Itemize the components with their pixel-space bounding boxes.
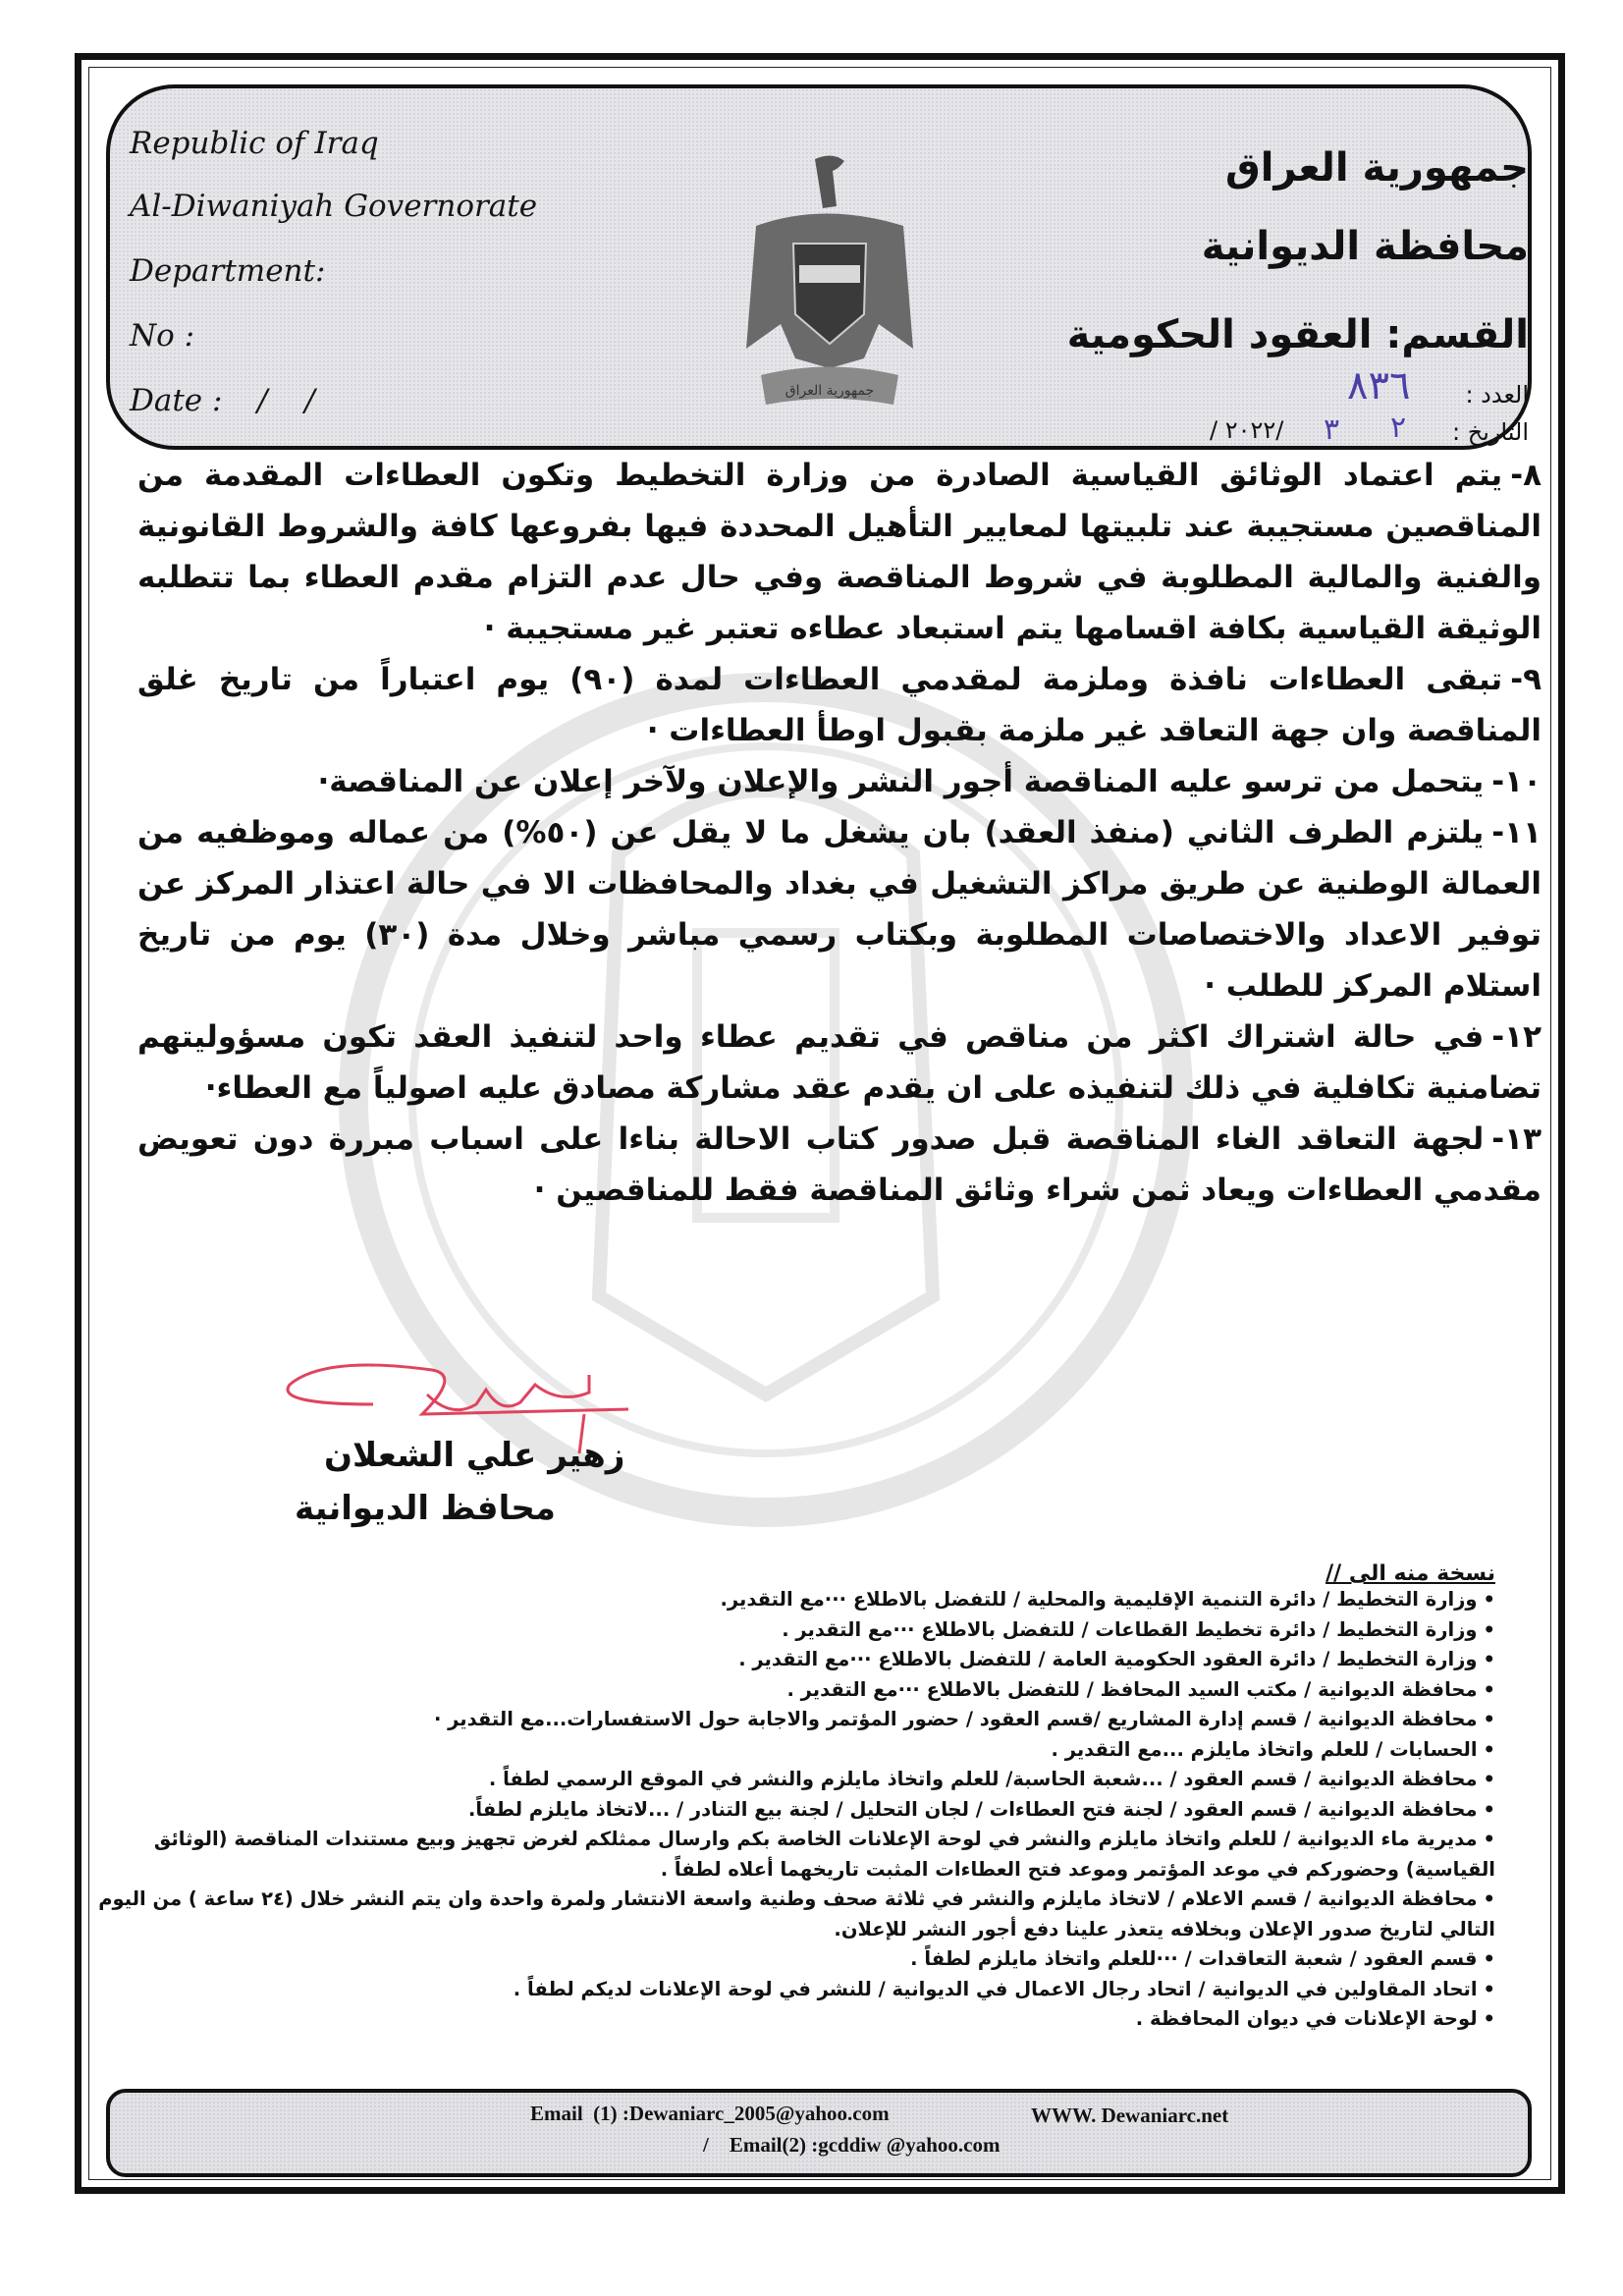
header-governorate-en: Al-Diwaniyah Governorate — [130, 189, 538, 224]
distribution-item-text: وزارة التخطيط / دائرة تخطيط القطاعات / للتفضل بالاطلاع ···مع التقدير . — [782, 1617, 1478, 1641]
distribution-item-text: الحسابات / للعلم واتخاذ مايلزم ...مع التقدير . — [1051, 1737, 1478, 1761]
clause-number: ٩- — [1510, 662, 1542, 697]
clause-number: ١٣- — [1491, 1121, 1542, 1157]
clause-text: يتم اعتماد الوثائق القياسية الصادرة من وزارة التخطيط وتكون العطاءات المقدمة من المناقصين مستجيبة عند تلبيتها لمعايير التأهيل المحددة فيها بفروعها كافة والشروط القانونية والفنية والمالية المطلوبة في شروط المناقصة وفي حال عدم التزام مقدم العطاء بما تتطلبه الوثيقة القياسية بكافة اقسامها يتم استبعاد عطاءه تعتبر غير مستجيبة · — [137, 458, 1542, 646]
distribution-item — [91, 1825, 1495, 1885]
distribution-item — [91, 1944, 1495, 1975]
bullet-icon: • — [1483, 1677, 1495, 1701]
clause-number: ١٢- — [1491, 1019, 1542, 1055]
header-department-ar: القسم: العقود الحكومية — [1066, 312, 1529, 357]
distribution-item-text: محافظة الديوانية / مكتب السيد المحافظ / للتفضل بالاطلاع ···مع التقدير . — [786, 1677, 1478, 1701]
clause-number: ١٠- — [1491, 764, 1542, 799]
clause-number: ٨- — [1510, 458, 1542, 493]
bullet-icon: • — [1483, 1768, 1495, 1790]
bullet-icon: • — [1483, 1977, 1495, 2000]
distribution-list — [91, 1585, 1495, 2035]
distribution-item — [91, 1585, 1495, 1615]
header-no-value-handwritten: ٨٣٦ — [1347, 363, 1411, 409]
header-date-label-ar: التاريخ : — [1451, 418, 1529, 446]
clause-10 — [137, 756, 1542, 807]
header-no-label-ar: العدد : — [1465, 381, 1529, 409]
clause-8 — [137, 450, 1542, 654]
distribution-item — [91, 1645, 1495, 1675]
bullet-icon: • — [1483, 1737, 1495, 1761]
clause-text: يلتزم الطرف الثاني (منفذ العقد) بان يشغل ما لا يقل عن (٥٠%) من عماله وموظفيه من العمالة الوطنية عن طريق مراكز التشغيل في بغداد والمحافظات الا في حالة اعتذار المركز عن توفير الاعداد والاختصاصات المطلوبة وبكتاب رسمي مباشر وخلال مدة (٣٠) يوم من تاريخ استلام المركز للطلب · — [137, 815, 1542, 1004]
emblem-caption: جمهورية العراق — [784, 383, 875, 399]
distribution-item — [91, 1675, 1495, 1706]
distribution-item — [91, 1795, 1495, 1826]
header-no-label-en: No : — [130, 318, 195, 354]
distribution-item-text: وزارة التخطيط / دائرة العقود الحكومية العامة / للتفضل بالاطلاع ···مع التقدير . — [738, 1648, 1478, 1670]
distribution-item-text: محافظة الديوانية / قسم الاعلام / لاتخاذ مايلزم والنشر في ثلاثة صحف وطنية واسعة الانتشار ولمرة واحدة وان يتم النشر خلال (٢٤ ساعة ) من اليوم التالي لتاريخ صدور الإعلان وبخلافه يتعذر علينا دفع أجور النشر للإعلان. — [98, 1887, 1495, 1941]
eagle-emblem-icon — [717, 147, 943, 422]
distribution-item — [91, 1615, 1495, 1646]
clause-text: يتحمل من ترسو عليه المناقصة أجور النشر والإعلان ولآخر إعلان عن المناقصة· — [317, 764, 1485, 799]
distribution-item — [91, 1735, 1495, 1766]
iraq-emblem-logo — [717, 147, 943, 422]
header-date-label-en: Date : — [130, 383, 223, 418]
distribution-item — [91, 1885, 1495, 1944]
bullet-icon: • — [1483, 1947, 1495, 1970]
clause-13 — [137, 1114, 1542, 1216]
clause-text: لجهة التعاقد الغاء المناقصة قبل صدور كتاب الاحالة بناءا على اسباب مبررة دون تعويض مقدمي العطاءات ويعاد ثمن شراء وثائق المناقصة فقط للمناقصين · — [137, 1121, 1542, 1208]
distribution-title: نسخة منه الى // — [1325, 1561, 1495, 1586]
distribution-item-text: اتحاد المقاولين في الديوانية / اتحاد رجال الاعمال في الديوانية / للنشر في لوحة الإعلانات لديكم لطفاً . — [513, 1977, 1478, 2000]
distribution-item-text: محافظة الديوانية / قسم إدارة المشاريع /قسم العقود / حضور المؤتمر والاجابة حول الاستفسارات...مع التقدير · — [433, 1708, 1478, 1730]
clause-9 — [137, 654, 1542, 756]
clause-text: تبقى العطاءات نافذة وملزمة لمقدمي العطاءات لمدة (٩٠) يوم اعتباراً من تاريخ غلق المناقصة وان جهة التعاقد غير ملزمة بقبول اوطأ العطاءات · — [137, 662, 1542, 748]
distribution-item-text: وزارة التخطيط / دائرة التنمية الإقليمية والمحلية / للتفضل بالاطلاع ···مع التقدير. — [720, 1588, 1478, 1611]
header-department-label-en: Department: — [130, 253, 326, 289]
bullet-icon: • — [1483, 1617, 1495, 1641]
distribution-item-text: مديرية ماء الديوانية / للعلم واتخاذ مايلزم والنشر في لوحة الإعلانات الخاصة بكم وارسال ممثلكم لغرض تجهيز وبيع مستندات المناقصة (الوثائق القياسية) وحضوركم في موعد المؤتمر وموعد فتح العطاءات المثبت تاريخهما أعلاه لطفاً . — [153, 1828, 1495, 1881]
bullet-icon: • — [1483, 1588, 1495, 1611]
footer-website[interactable]: WWW. Dewaniarc.net — [1031, 2104, 1229, 2127]
bullet-icon: • — [1483, 1797, 1495, 1821]
header-country-ar: جمهورية العراق — [1224, 145, 1529, 191]
header-date-day-handwritten: ٢ — [1390, 410, 1407, 445]
bullet-icon: • — [1483, 1887, 1495, 1910]
conditions-body — [137, 450, 1542, 1216]
bullet-icon: • — [1483, 1828, 1495, 1850]
clause-number: ١١- — [1491, 815, 1542, 850]
distribution-item-text: قسم العقود / شعبة التعاقدات / ···للعلم واتخاذ مايلزم لطفاً . — [910, 1947, 1478, 1970]
distribution-item — [91, 1705, 1495, 1735]
bullet-icon: • — [1483, 1708, 1495, 1730]
footer-email-1[interactable]: Email (1) :Dewaniarc_2005@yahoo.com — [530, 2102, 890, 2125]
distribution-item-text: محافظة الديوانية / قسم العقود / ...شعبة الحاسبة/ للعلم واتخاذ مايلزم والنشر في الموقع الرسمي لطفاً . — [488, 1768, 1478, 1790]
distribution-item — [91, 1975, 1495, 2005]
clause-11 — [137, 807, 1542, 1011]
header-country-en: Republic of Iraq — [130, 126, 379, 161]
header-date-year: / ٢٠٢٢/ — [1210, 416, 1284, 444]
bullet-icon: • — [1483, 2007, 1495, 2030]
footer-email-2[interactable]: / Email(2) :gcddiw @yahoo.com — [703, 2133, 1001, 2157]
distribution-item — [91, 2004, 1495, 2035]
clause-12 — [137, 1011, 1542, 1114]
distribution-item — [91, 1765, 1495, 1795]
clause-text: في حالة اشتراك اكثر من مناقص في تقديم عطاء واحد لتنفيذ العقد تكون مسؤوليتهم تضامنية تكافلية في ذلك لتنفيذه على ان يقدم عقد مشاركة مصادق عليه اصولياً مع العطاء· — [137, 1019, 1542, 1106]
bullet-icon: • — [1483, 1648, 1495, 1670]
header-date-month-handwritten: ٣ — [1324, 412, 1340, 447]
signatory-name: زهير علي الشعلان — [324, 1436, 625, 1475]
header-governorate-ar: محافظة الديوانية — [1201, 224, 1529, 269]
distribution-item-text: محافظة الديوانية / قسم العقود / لجنة فتح العطاءات / لجان التحليل / لجنة بيع التنادر / ...لاتخاذ مايلزم لطفاً. — [468, 1797, 1478, 1821]
distribution-item-text: لوحة الإعلانات في ديوان المحافظة . — [1135, 2007, 1478, 2030]
header-date-value-en: / / — [257, 383, 329, 418]
signatory-title: محافظ الديوانية — [295, 1489, 556, 1528]
